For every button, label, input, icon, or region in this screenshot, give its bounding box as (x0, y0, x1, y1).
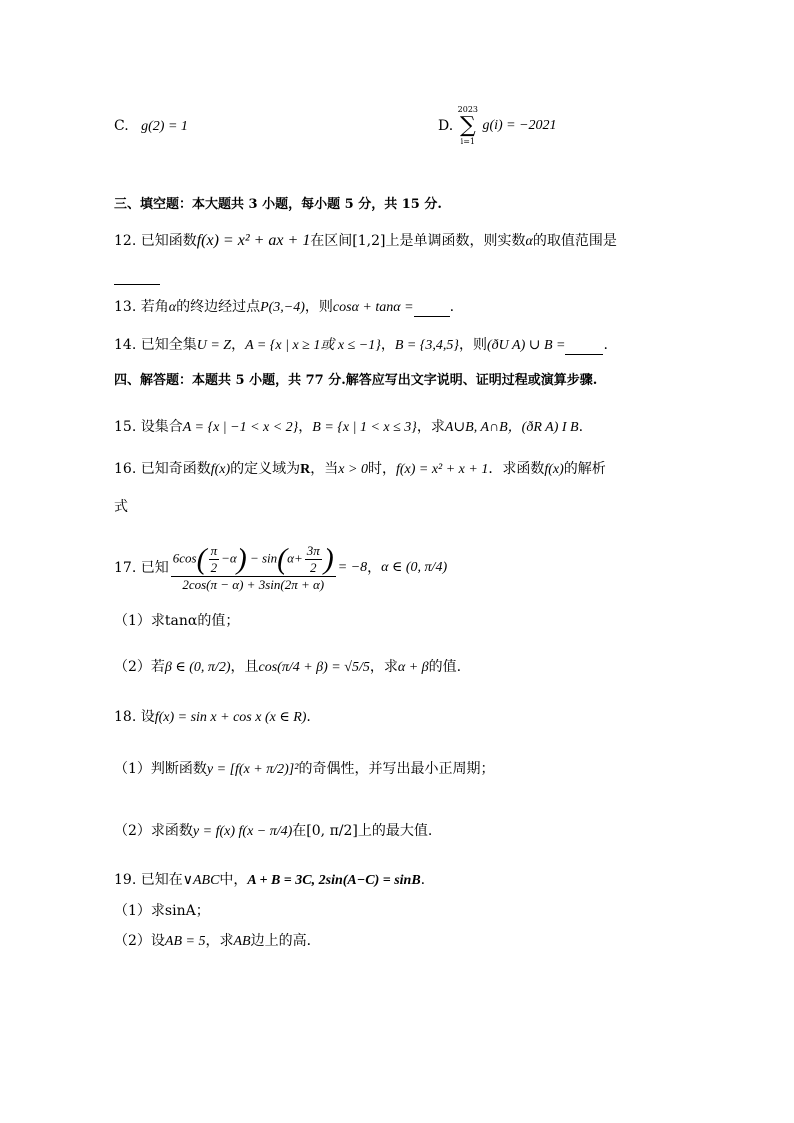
answer-blank-13[interactable] (414, 298, 450, 317)
question-17-part-2: （2）若β ∈ (0, π/2)，且cos(π/4 + β) = √5/5，求α + β的值. (114, 659, 462, 675)
question-18: 18. 设f(x) = sin x + cos x (x ∈ R). (114, 709, 311, 725)
question-16: 16. 已知奇函数f(x)的定义域为R，当x > 0时，f(x) = x² + x + 1．求函数f(x)的解析 (114, 461, 606, 477)
question-13: 13. 若角α的终边经过点P(3,−4)，则cosα + tanα = . (114, 299, 455, 315)
option-d: D. 2023 ∑ i=1 g(i) = −2021 (438, 105, 557, 146)
question-12: 12. 已知函数f(x) = x² + ax + 1在区间[1,2]上是单调函数，则实数α的取值范围是 (114, 232, 617, 249)
option-c-expr: g(2) = 1 (141, 119, 188, 134)
question-18-part-1: （1）判断函数y = [f(x + π/2)]²的奇偶性，并写出最小正周期； (114, 761, 495, 777)
question-18-part-2: （2）求函数y = f(x) f(x − π/4)在[0, π/2]上的最大值. (114, 823, 433, 839)
question-14: 14. 已知全集U = Z，A = {x | x ≥ 1或 x ≤ −1}，B = {3,4,5}，则(ðU A) ∪ B = . (114, 337, 608, 353)
question-17: 17. 已知 6cos( $\frac{\pi}{2}$ −α) − sin(α+ $\frac{3\pi}{2}$ ) 2cos(π − α) + 3sin(2π + α) = −8 ， α ∈ (0, π/4) (114, 542, 448, 592)
question-19-part-2: （2）设AB = 5，求AB边上的高． (114, 933, 321, 949)
question-16-wrap: 式 (114, 499, 128, 515)
option-d-expr: g(i) = −2021 (482, 118, 557, 133)
question-17-part-1: （1）求tanα的值； (114, 613, 240, 629)
summation-sign: 2023 ∑ i=1 (457, 105, 478, 146)
answer-blank-14[interactable] (565, 336, 603, 355)
question-15: 15. 设集合A = {x | −1 < x < 2}，B = {x | 1 < x ≤ 3}，求A∪B, A∩B，(ðR A) I B. (114, 419, 584, 435)
question-19: 19. 已知在∨ABC中，A + B = 3C, 2sin(A−C) = sinB. (114, 872, 426, 888)
question-19-part-1: （1）求sinA； (114, 903, 210, 919)
section-3-heading: 三、填空题：本大题共 3 小题，每小题 5 分，共 15 分. (114, 197, 442, 212)
question-17-fraction: 6cos( $\frac{\pi}{2}$ −α) − sin(α+ $\frac{3\pi}{2}$ ) 2cos(π − α) + 3sin(2π + α) (172, 542, 334, 592)
section-4-heading: 四、解答题：本题共 5 小题，共 77 分.解答应写出文字说明、证明过程或演算步骤. (114, 373, 598, 388)
option-c: C. g(2) = 1 (114, 118, 188, 134)
answer-blank-12[interactable] (114, 266, 160, 285)
